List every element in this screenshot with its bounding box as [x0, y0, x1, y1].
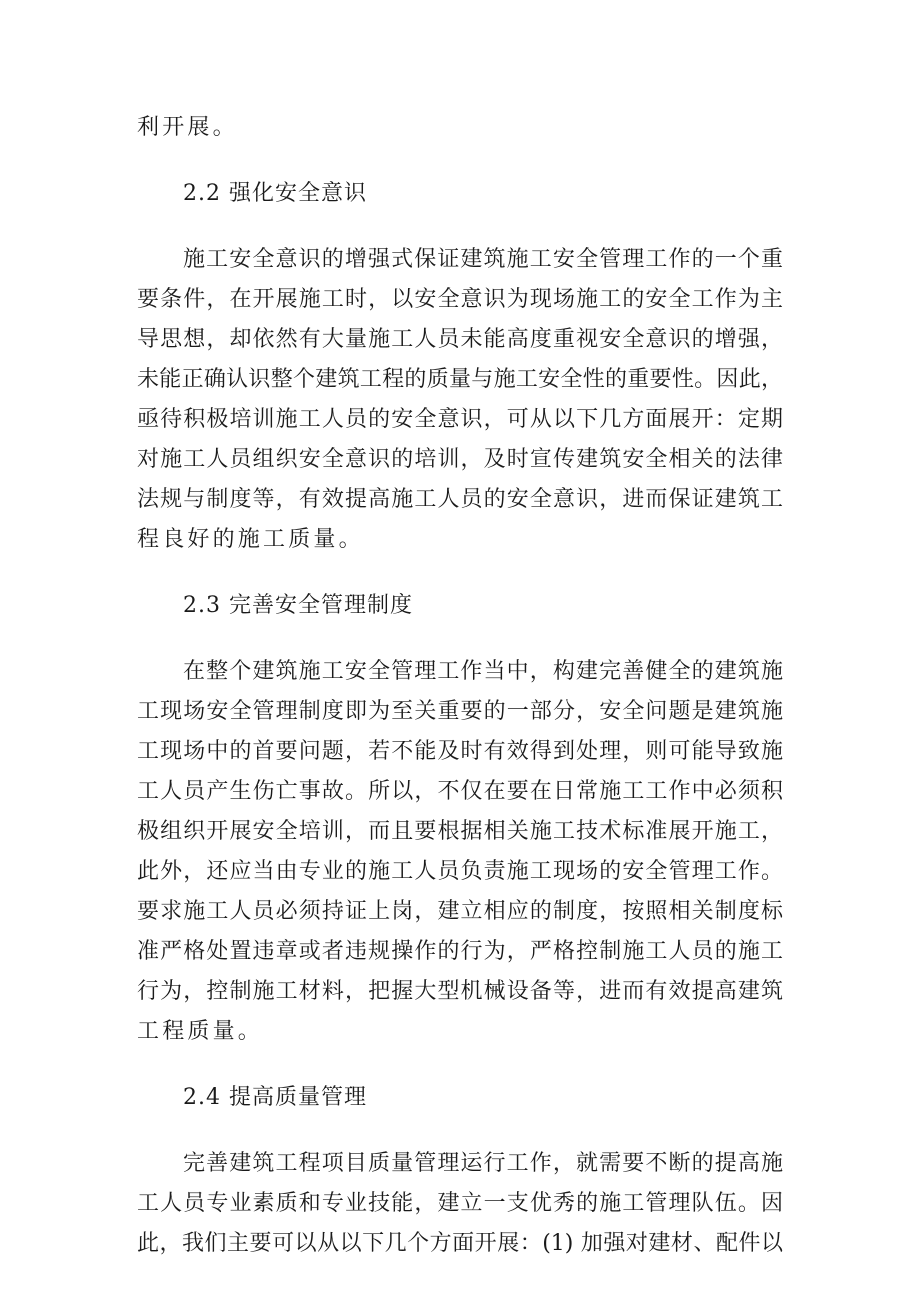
paragraph-line: 工人员专业素质和专业技能，建立一支优秀的施工管理队伍。因: [137, 1191, 783, 1216]
paragraph-line: 完善建筑工程项目质量管理运行工作，就需要不断的提高施: [183, 1151, 783, 1176]
paragraph-line: 法规与制度等，有效提高施工人员的安全意识，进而保证建筑工: [137, 487, 783, 512]
paragraph-line: 此，我们主要可以从以下几个方面开展：(1) 加强对建材、配件以: [137, 1231, 783, 1256]
paragraph-line: 工人员产生伤亡事故。所以，不仅在要在日常施工工作中必须积: [137, 779, 783, 804]
paragraph-line: 工现场安全管理制度即为至关重要的一部分，安全问题是建筑施: [137, 699, 783, 724]
paragraph-line: 工现场中的首要问题，若不能及时有效得到处理，则可能导致施: [137, 739, 783, 764]
paragraph-line: 对施工人员组织安全意识的培训，及时宣传建筑安全相关的法律: [137, 447, 783, 472]
paragraph-line: 要求施工人员必须持证上岗，建立相应的制度，按照相关制度标: [137, 899, 783, 924]
paragraph-line: 此外，还应当由专业的施工人员负责施工现场的安全管理工作。: [137, 859, 783, 884]
section-heading-2-3: 2.3 完善安全管理制度: [183, 593, 413, 618]
paragraph-line: 行为，控制施工材料，把握大型机械设备等，进而有效提高建筑: [137, 979, 783, 1004]
paragraph-line: 工程质量。: [137, 1019, 264, 1044]
paragraph-line: 未能正确认识整个建筑工程的质量与施工安全性的重要性。因此，: [137, 367, 783, 392]
paragraph-line: 程良好的施工质量。: [137, 527, 364, 552]
paragraph-2-4: [137, 1144, 783, 1264]
paragraph-line: 要条件，在开展施工时，以安全意识为现场施工的安全工作为主: [137, 287, 783, 312]
paragraph-line: 在整个建筑施工安全管理工作当中，构建完善健全的建筑施: [183, 659, 783, 684]
paragraph-line: 导思想，却依然有大量施工人员未能高度重视安全意识的增强，: [137, 327, 783, 352]
paragraph-2-3: [137, 652, 783, 1052]
paragraph-line: 极组织开展安全培训，而且要根据相关施工技术标准展开施工，: [137, 819, 783, 844]
body-text: [137, 108, 783, 1264]
paragraph-line: 利开展。: [137, 115, 238, 140]
paragraph-line: 施工安全意识的增强式保证建筑施工安全管理工作的一个重: [183, 247, 783, 272]
paragraph-line: 亟待积极培训施工人员的安全意识，可从以下几方面展开：定期: [137, 407, 783, 432]
paragraph-2-2: [137, 240, 783, 560]
section-heading-2-2: 2.2 强化安全意识: [183, 181, 367, 206]
section-heading-2-4: 2.4 提高质量管理: [183, 1085, 367, 1110]
paragraph-line: 准严格处置违章或者违规操作的行为，严格控制施工人员的施工: [137, 939, 783, 964]
